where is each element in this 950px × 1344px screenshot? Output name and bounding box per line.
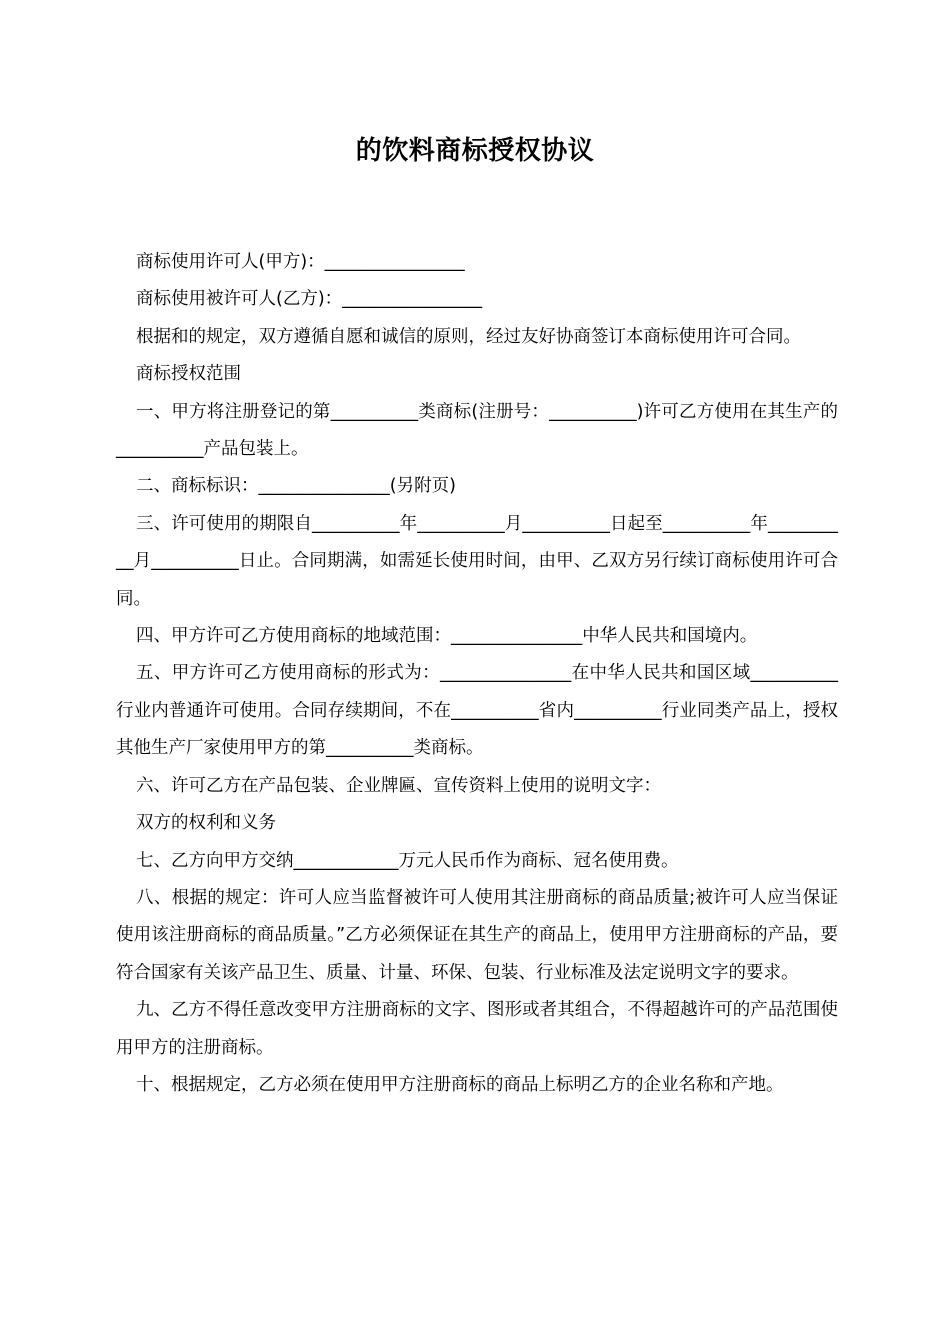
clause-3: 三、许可使用的期限自__________年__________月__________日起至__________年__________月__________日止。合同期满，如需延长使用时间，由甲、乙双方另行续订商标使用许可合同。 <box>116 513 838 609</box>
clause-8: 八、根据的规定：许可人应当监督被许可人使用其注册商标的商品质量;被许可人应当保证使用该注册商标的商品质量。”乙方必须保证在其生产的商品上，使用甲方注册商标的产品，要符合国家有关该产品卫生、质量、计量、环保、包装、行业标准及法定说明文字的要求。 <box>116 887 838 983</box>
licensee-line: 商标使用被许可人(乙方)：________________ <box>136 289 483 310</box>
document-title: 的饮料商标授权协议 <box>355 136 595 166</box>
clause-10: 十、根据规定，乙方必须在使用甲方注册商标的商品上标明乙方的企业名称和产地。 <box>136 1074 784 1095</box>
clause-5: 五、甲方许可乙方使用商标的形式为：_______________在中华人民共和国区域__________行业内普通许可使用。合同存续期间，不在__________省内__________行业同类产品上，授权其他生产厂家使用甲方的第__________类商标。 <box>116 663 838 759</box>
clause-9: 九、乙方不得任意改变甲方注册商标的文字、图形或者其组合，不得超越许可的产品范围使用甲方的注册商标。 <box>116 1000 838 1058</box>
clause-4: 四、甲方许可乙方使用商标的地域范围：_______________中华人民共和国境内。 <box>136 626 758 647</box>
licensor-line: 商标使用许可人(甲方)：________________ <box>136 252 465 272</box>
clause-7: 七、乙方向甲方交纳____________万元人民币作为商标、冠名使用费。 <box>136 850 679 871</box>
document-body <box>116 244 838 1104</box>
section-heading-scope: 商标授权范围 <box>136 364 241 385</box>
clause-2: 二、商标标识：_______________(另附页) <box>136 476 456 497</box>
clause-6: 六、许可乙方在产品包装、企业牌匾、宣传资料上使用的说明文字： <box>136 775 661 796</box>
section-heading-rights: 双方的权利和义务 <box>136 813 276 834</box>
clause-1: 一、甲方将注册登记的第__________类商标(注册号：__________)许可乙方使用在其生产的__________产品包装上。 <box>116 401 838 460</box>
preamble-paragraph: 根据和的规定，双方遵循自愿和诚信的原则，经过友好协商签订本商标使用许可合同。 <box>136 326 801 347</box>
